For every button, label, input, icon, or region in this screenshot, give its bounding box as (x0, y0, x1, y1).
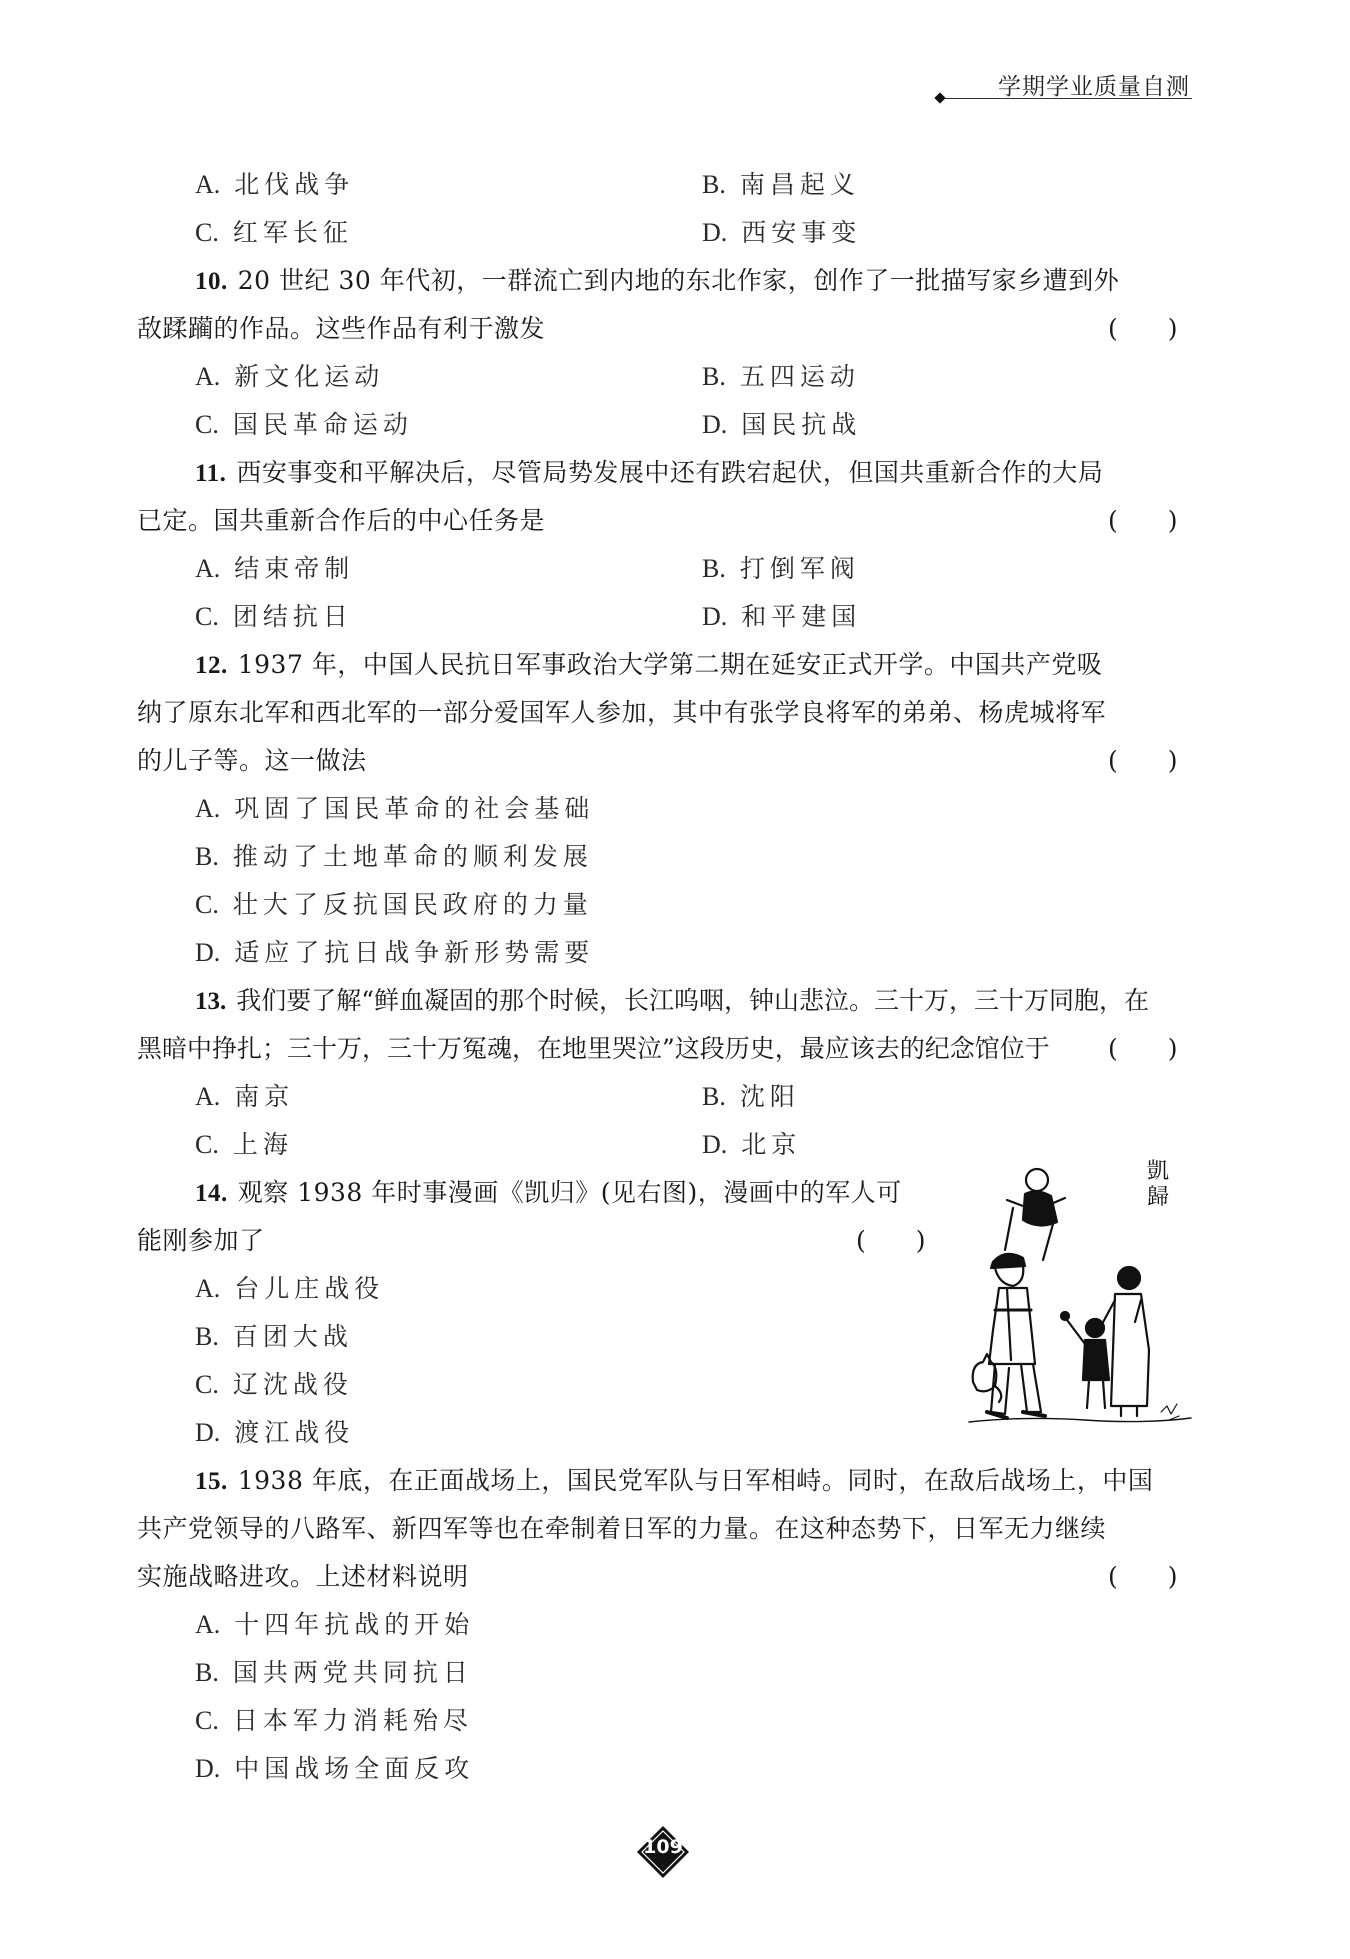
q10-option-c[interactable]: C. 国民革命运动 (195, 410, 413, 439)
q12-stem-line1 (195, 650, 1102, 681)
q13-option-b[interactable]: B. 沈阳 (702, 1082, 800, 1111)
q11-option-a-text: 结束帝制 (234, 554, 355, 583)
q13-option-d-text: 北京 (741, 1130, 802, 1159)
q11-option-d[interactable]: D. 和平建国 (702, 602, 862, 631)
q12-option-a-text: 巩固了国民革命的社会基础 (234, 794, 595, 823)
q11-stem-line1 (195, 458, 1103, 489)
q11-stem-line2: 已定。国共重新合作后的中心任务是 (137, 506, 546, 535)
q14-number: 14. (195, 1180, 228, 1207)
q15-number: 15. (195, 1468, 228, 1495)
q9-option-a[interactable]: A. 北伐战争 (195, 170, 355, 199)
q11-answer-bracket[interactable]: ( ) (1108, 506, 1178, 535)
q13-option-c-text: 上海 (232, 1130, 293, 1159)
q9-option-c-text: 红军长征 (232, 218, 353, 247)
q11-option-a[interactable]: A. 结束帝制 (195, 554, 355, 583)
q10-stem-line2: 敌蹂躏的作品。这些作品有利于激发 (137, 314, 546, 343)
q10-stem-line1 (195, 266, 1119, 297)
q12-stem-line2: 纳了原东北军和西北军的一部分爱国军人参加，其中有张学良将军的弟弟、杨虎城将军 (137, 698, 1107, 727)
q10-answer-bracket[interactable]: ( ) (1108, 314, 1178, 343)
q14-option-d-text: 渡江战役 (234, 1418, 355, 1447)
q10-option-d[interactable]: D. 国民抗战 (702, 410, 862, 439)
q14-option-c-text: 辽沈战役 (232, 1370, 353, 1399)
q12-option-b[interactable]: B. 推动了土地革命的顺利发展 (195, 842, 593, 871)
q10-option-a-text: 新文化运动 (234, 362, 385, 391)
q12-option-a[interactable]: A. 巩固了国民革命的社会基础 (195, 794, 595, 823)
q11-line1-text: 西安事变和平解决后，尽管局势发展中还有跌宕起伏，但国共重新合作的大局 (236, 458, 1104, 487)
q11-option-c-text: 团结抗日 (232, 602, 353, 631)
q11-option-b-text: 打倒军阀 (739, 554, 860, 583)
q13-answer-bracket[interactable]: ( ) (1108, 1034, 1178, 1063)
header-rule (940, 98, 1192, 99)
q13-stem-line2: 黑暗中挣扎；三十万，三十万冤魂，在地里哭泣”这段历史，最应该去的纪念馆位于 (137, 1034, 1050, 1063)
q14-line1-text: 观察 1938 年时事漫画《凯归》(见右图)，漫画中的军人可 (237, 1178, 902, 1207)
q13-option-c[interactable]: C. 上海 (195, 1130, 293, 1159)
q15-option-d[interactable]: D. 中国战场全面反攻 (195, 1754, 475, 1783)
page-number: 109 (643, 1836, 683, 1858)
q13-option-b-text: 沈阳 (739, 1082, 800, 1111)
q12-line1-text: 1937 年，中国人民抗日军事政治大学第二期在延安正式开学。中国共产党吸 (237, 650, 1103, 679)
q14-option-d[interactable]: D. 渡江战役 (195, 1418, 355, 1447)
q14-option-b-text: 百团大战 (232, 1322, 353, 1351)
section-header-title: 学期学业质量自测 (998, 74, 1190, 100)
q12-option-c[interactable]: C. 壮大了反抗国民政府的力量 (195, 890, 593, 919)
cartoon-title-bottom: 歸 (1147, 1185, 1170, 1210)
q9-option-c[interactable]: C. 红军长征 (195, 218, 353, 247)
q14-stem-line1 (195, 1178, 902, 1209)
q10-option-c-text: 国民革命运动 (232, 410, 413, 439)
q12-option-c-text: 壮大了反抗国民政府的力量 (232, 890, 593, 919)
q12-option-b-text: 推动了土地革命的顺利发展 (232, 842, 593, 871)
q14-stem-line2: 能刚参加了 (137, 1226, 265, 1255)
q15-stem-line1 (195, 1466, 1153, 1497)
q11-option-b[interactable]: B. 打倒军阀 (702, 554, 860, 583)
q12-option-d[interactable]: D. 适应了抗日战争新形势需要 (195, 938, 595, 967)
q15-option-a-text: 十四年抗战的开始 (234, 1610, 475, 1639)
cartoon-kaigui-illustration (965, 1150, 1195, 1440)
q10-option-b[interactable]: B. 五四运动 (702, 362, 860, 391)
q15-option-c-text: 日本军力消耗殆尽 (232, 1706, 473, 1735)
q15-stem-line2: 共产党领导的八路军、新四军等也在牵制着日军的力量。在这种态势下，日军无力继续 (137, 1514, 1107, 1543)
q9-option-a-text: 北伐战争 (234, 170, 355, 199)
q12-answer-bracket[interactable]: ( ) (1108, 746, 1178, 775)
q13-option-a-text: 南京 (234, 1082, 295, 1111)
q15-option-b-text: 国共两党共同抗日 (232, 1658, 473, 1687)
q9-option-d[interactable]: D. 西安事变 (702, 218, 862, 247)
q11-number: 11. (195, 460, 227, 487)
q14-option-a-text: 台儿庄战役 (234, 1274, 385, 1303)
q10-option-b-text: 五四运动 (739, 362, 860, 391)
q9-option-b[interactable]: B. 南昌起义 (702, 170, 860, 199)
q15-line1-text: 1938 年底，在正面战场上，国民党军队与日军相峙。同时，在敌后战场上，中国 (237, 1466, 1154, 1495)
q15-option-b[interactable]: B. 国共两党共同抗日 (195, 1658, 473, 1687)
q10-option-d-text: 国民抗战 (741, 410, 862, 439)
q13-line1-text: 我们要了解“鲜血凝固的那个时候，长江呜咽，钟山悲泣。三十万，三十万同胞，在 (236, 986, 1150, 1015)
q12-stem-line3: 的儿子等。这一做法 (137, 746, 367, 775)
q13-option-a[interactable]: A. 南京 (195, 1082, 295, 1111)
q14-option-c[interactable]: C. 辽沈战役 (195, 1370, 353, 1399)
q14-answer-bracket[interactable]: ( ) (856, 1226, 926, 1255)
q14-option-b[interactable]: B. 百团大战 (195, 1322, 353, 1351)
q14-option-a[interactable]: A. 台儿庄战役 (195, 1274, 385, 1303)
q15-stem-line3: 实施战略进攻。上述材料说明 (137, 1562, 469, 1591)
q10-option-a[interactable]: A. 新文化运动 (195, 362, 385, 391)
q9-option-d-text: 西安事变 (741, 218, 862, 247)
q9-option-b-text: 南昌起义 (739, 170, 860, 199)
q11-option-c[interactable]: C. 团结抗日 (195, 602, 353, 631)
q10-number: 10. (195, 268, 228, 295)
q10-line1-text: 20 世纪 30 年代初，一群流亡到内地的东北作家，创作了一批描写家乡遭到外 (237, 266, 1120, 295)
q15-option-d-text: 中国战场全面反攻 (234, 1754, 475, 1783)
q15-answer-bracket[interactable]: ( ) (1108, 1562, 1178, 1591)
q13-stem-line1 (195, 986, 1149, 1017)
q12-option-d-text: 适应了抗日战争新形势需要 (234, 938, 595, 967)
cartoon-title-top: 凱 (1147, 1159, 1170, 1184)
q15-option-a[interactable]: A. 十四年抗战的开始 (195, 1610, 475, 1639)
q15-option-c[interactable]: C. 日本军力消耗殆尽 (195, 1706, 473, 1735)
q12-number: 12. (195, 652, 228, 679)
q11-option-d-text: 和平建国 (741, 602, 862, 631)
q13-option-d[interactable]: D. 北京 (702, 1130, 802, 1159)
header-diamond-icon (934, 92, 945, 103)
q13-number: 13. (195, 988, 227, 1015)
